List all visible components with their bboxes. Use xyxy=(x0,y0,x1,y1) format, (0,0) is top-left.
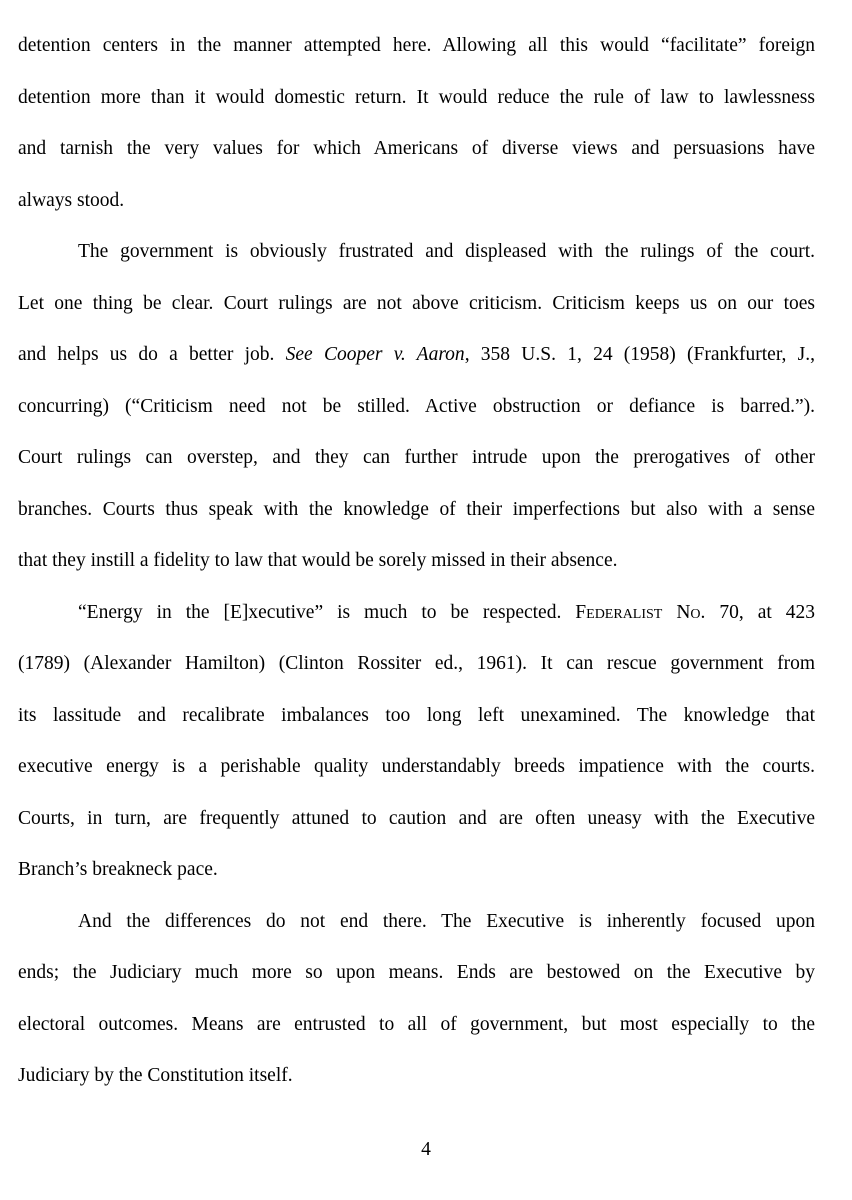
text-line: always stood. xyxy=(18,189,125,211)
text-line: Let one thing be clear. Court rulings are not above criticism. Criticism keeps us on our toes xyxy=(18,292,815,314)
text-segment: , 358 U.S. 1, 24 (1958) (Frankfurter, J., xyxy=(464,344,815,365)
text-line: Court rulings can overstep, and they can further intrude upon the prerogatives of other xyxy=(18,447,815,468)
text-line: executive energy is a perishable quality understandably breeds impatience with the courts. xyxy=(18,756,815,777)
text-line: The government is obviously frustrated and displeased with the rulings of the court. xyxy=(78,241,815,262)
text-line: that they instill a fidelity to law that would be sorely missed in their absence. xyxy=(18,550,618,571)
text-line: detention centers in the manner attempted here. Allowing all this would “facilitate” foreign xyxy=(18,35,815,56)
text-line: (1789) (Alexander Hamilton) (Clinton Rossiter ed., 1961). It can rescue government from xyxy=(18,653,815,674)
text-line: detention more than it would domestic return. It would reduce the rule of law to lawlessness xyxy=(18,86,815,108)
text-segment: and helps us do a better job. xyxy=(18,344,286,365)
text-line: Courts, in turn, are frequently attuned to caution and are often uneasy with the Executive xyxy=(18,807,815,829)
text-line: Branch’s breakneck pace. xyxy=(18,859,218,880)
paragraph-1 xyxy=(18,20,815,226)
paragraph-3 xyxy=(18,587,815,896)
text-line: its lassitude and recalibrate imbalances too long left unexamined. The knowledge that xyxy=(18,704,815,726)
text-segment: “Energy in the [E]xecutive” is much to be respected. xyxy=(78,601,576,623)
text-line: Judiciary by the Constitution itself. xyxy=(18,1065,293,1086)
paragraph-4 xyxy=(18,896,815,1102)
text-segment: 70, at 423 xyxy=(705,601,815,623)
text-line: And the differences do not end there. The Executive is inherently focused upon xyxy=(78,910,815,932)
text-line: concurring) (“Criticism need not be stilled. Active obstruction or defiance is barred.”). xyxy=(18,395,815,417)
paragraph-2 xyxy=(18,226,815,587)
text-line-with-citation xyxy=(18,329,815,381)
case-citation: See Cooper v. Aaron xyxy=(285,344,465,365)
federalist-citation: Federalist No. xyxy=(575,601,706,623)
document-page xyxy=(18,20,815,1102)
text-line: ends; the Judiciary much more so upon means. Ends are bestowed on the Executive by xyxy=(18,962,815,983)
text-line-with-citation xyxy=(18,587,815,639)
text-line: and tarnish the very values for which Americans of diverse views and persuasions have xyxy=(18,138,815,159)
text-line: branches. Courts thus speak with the knowledge of their imperfections but also with a sense xyxy=(18,498,815,520)
page-number: 4 xyxy=(421,1139,431,1160)
text-line: electoral outcomes. Means are entrusted to all of government, but most especially to the xyxy=(18,1013,815,1035)
